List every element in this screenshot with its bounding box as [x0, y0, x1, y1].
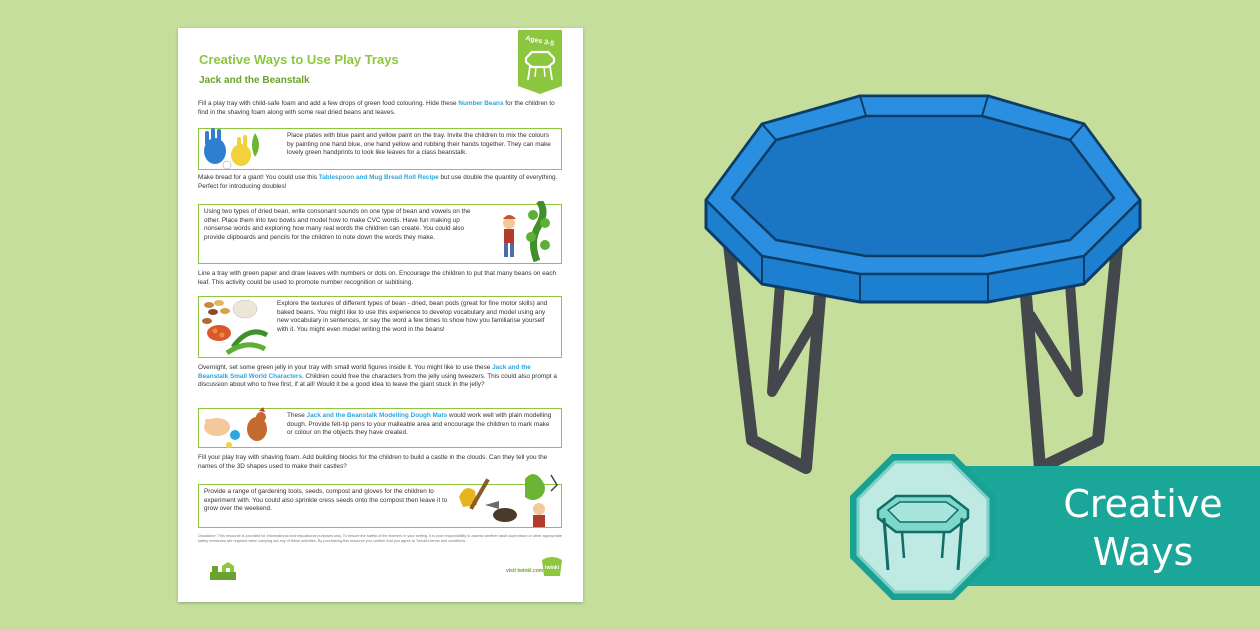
play-tray-badge-icon: [848, 452, 998, 602]
gardening-tools-illustration: [455, 471, 563, 529]
svg-text:twinkl: twinkl: [544, 565, 560, 571]
activity-item: Line a tray with green paper and draw leaves with numbers or dots on. Encourage the children to put that many beans on each leaf. This activity could be used to promote number recognition or subitising.: [198, 270, 557, 286]
activity-item: Fill your play tray with shaving foam. Add building blocks for the children to build a castle in the clouds. Can they tell you the names of the 3D shapes used to make their castles?: [198, 454, 548, 470]
banner-line-2: Ways: [1092, 530, 1194, 574]
twinkl-logo: [540, 556, 564, 578]
activity-item: Make bread for a giant! You could use this Tablespoon and Mug Bread Roll Recipe but use double the quantity of everything. Perfect for introducing doubles!: [198, 174, 558, 190]
activity-item: Overnight, set some green jelly in your tray with small world figures inside it. You might like to use these Jack and the Beanstalk Small World Characters. Children could free the characters from the jelly using tweezers. This could also prompt a discussion about who to free first, if at all! Would it be a good idea to leave the giant stuck in the jelly?: [198, 364, 557, 388]
activity-item: Fill a play tray with child-safe foam and add a few drops of green food colouring. Hide these Number Beans for the children to find in the shaving foam along with some real dried beans and leaves.: [198, 100, 555, 116]
bread-roll-recipe-link[interactable]: Tablespoon and Mug Bread Roll Recipe: [318, 174, 439, 181]
jack-beanstalk-illustration: [489, 201, 561, 263]
activity-item: Explore the textures of different types of bean - dried, bean pods (great for fine motor skills) and baked beans. You might like to use this experience to develop vocabulary and model using any new vocabulary in sentences, or say the word a few times to show how you familiarise yourself with it. You might even model writing the word in the beans!: [198, 296, 562, 358]
house-blocks-icon: [210, 562, 236, 580]
dough-mats-illustration: [199, 405, 279, 449]
modelling-dough-mats-link[interactable]: Jack and the Beanstalk Modelling Dough Mats: [306, 412, 448, 419]
number-beans-link[interactable]: Number Beans: [458, 100, 504, 107]
age-badge-label: Ages 3-5: [524, 35, 555, 48]
activity-item: Place plates with blue paint and yellow paint on the tray. Invite the children to mix the colours by painting one hand blue, one hand yellow and rubbing their hands together. They can make lovely green handprints to look like leaves for a class beanstalk.: [198, 128, 562, 170]
age-badge: [518, 30, 562, 94]
disclaimer-text: Disclaimer: This resource is provided for informational and educational purposes only. To ensure the safety of the learners in your setting, it is your responsibility to assess whether adult supervision or other appropriate safety measures are required when carrying out any of these activities. By purchasing this resource you confirm that you agree to Twinkl's terms and conditions.: [198, 534, 562, 543]
play-tray-illustration: [700, 88, 1146, 502]
activity-sheet: [178, 28, 583, 602]
document-subtitle: Jack and the Beanstalk: [199, 75, 310, 86]
painted-hands-illustration: [197, 125, 267, 171]
banner-line-1: Creative: [1063, 482, 1223, 526]
small-world-characters-link[interactable]: Jack and the Beanstalk Small World Characters: [198, 364, 531, 380]
banner-title: [1038, 480, 1248, 576]
footer-url[interactable]: visit twinkl.com: [506, 568, 544, 574]
beans-illustration: [197, 295, 269, 357]
activity-item: Provide a range of gardening tools, seeds, compost and gloves for the children to experiment with. You could also sprinkle cress seeds onto the compost then leave it to grow over the weekend.: [198, 484, 562, 528]
activity-item: Using two types of dried bean, write consonant sounds on one type of bean and vowels on the other. Place them into two bowls and model how to make CVC words. Have fun making up nonsense words and exploring how many real words the children can create. You could also provide clipboards and pencils for the children to note down the words they make.: [198, 204, 562, 264]
document-title: Creative Ways to Use Play Trays: [199, 52, 399, 67]
activity-item: These Jack and the Beanstalk Modelling Dough Mats would work well with plain modelling dough. Provide felt-tip pens to your malleable area and encourage the children to mark make or colour on the objects they have created.: [198, 408, 562, 448]
